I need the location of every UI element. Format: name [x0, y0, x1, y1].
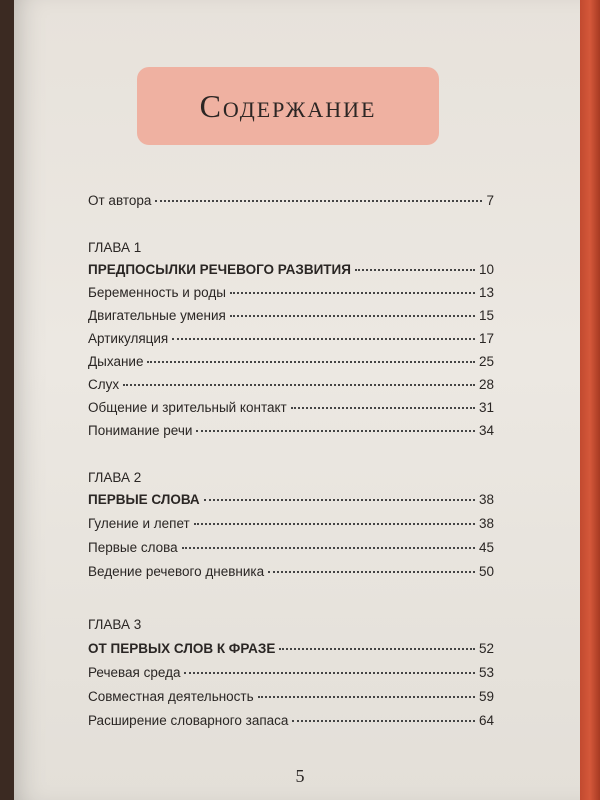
toc-leader-dots [182, 547, 475, 549]
toc-leader-dots [258, 696, 475, 698]
toc-entry-page: 13 [478, 285, 494, 300]
toc-entry-page: 17 [478, 331, 494, 346]
toc-entry-page: 25 [478, 354, 494, 369]
toc-entry-label: Речевая среда [88, 665, 181, 680]
toc-entry-page: 31 [478, 400, 494, 415]
page-number: 5 [295, 766, 305, 786]
page-title: Содержание [199, 87, 377, 124]
chapter-label: ГЛАВА 3 [88, 617, 142, 632]
toc-entry-page: 64 [478, 713, 494, 728]
toc-entry-label: Слух [88, 377, 120, 392]
toc-entry-page: 28 [478, 377, 494, 392]
toc-leader-dots [123, 384, 475, 386]
toc-entry-page: 53 [478, 665, 494, 680]
toc-entry [88, 331, 494, 349]
toc-entry-label: Совместная деятельность [88, 689, 254, 704]
toc-entry [88, 540, 494, 558]
toc-leader-dots [147, 361, 475, 363]
toc-entry [88, 516, 494, 534]
toc-chapter-heading [88, 641, 494, 659]
toc-leader-dots [291, 407, 475, 409]
toc-entry-label: Понимание речи [88, 423, 193, 438]
toc-entry-label: От автора [88, 193, 152, 208]
book-cover-edge [580, 0, 600, 800]
toc-entry-label: Расширение словарного запаса [88, 713, 289, 728]
toc-entry-label: Общение и зрительный контакт [88, 400, 287, 415]
toc-entry [88, 665, 494, 683]
toc-leader-dots [268, 571, 475, 573]
toc-entry [88, 713, 494, 731]
toc-entry-page: 38 [478, 516, 494, 531]
toc-leader-dots [355, 269, 475, 271]
toc-entry [88, 400, 494, 418]
toc-entry-page: 45 [478, 540, 494, 555]
toc-entry-page: 50 [478, 564, 494, 579]
toc-entry-label: ПРЕДПОСЫЛКИ РЕЧЕВОГО РАЗВИТИЯ [88, 262, 351, 277]
toc-entry-label: Первые слова [88, 540, 178, 555]
toc-leader-dots [230, 292, 475, 294]
chapter-label: ГЛАВА 2 [88, 470, 142, 485]
toc-entry [88, 308, 494, 326]
toc-entry-page: 34 [478, 423, 494, 438]
toc-entry-label: Гуление и лепет [88, 516, 190, 531]
toc-entry-label: ПЕРВЫЕ СЛОВА [88, 492, 200, 507]
toc-entry-page: 38 [478, 492, 494, 507]
toc-entry [88, 689, 494, 707]
toc-entry-label: Двигательные умения [88, 308, 226, 323]
toc-leader-dots [230, 315, 475, 317]
toc-entry [88, 354, 494, 372]
toc-entry [88, 377, 494, 395]
chapter-label: ГЛАВА 1 [88, 240, 142, 255]
toc-entry [88, 423, 494, 441]
toc-entry-page: 52 [478, 641, 494, 656]
toc-entry-page: 10 [478, 262, 494, 277]
toc-entry-page: 15 [478, 308, 494, 323]
toc-leader-dots [194, 523, 475, 525]
toc-chapter-heading [88, 262, 494, 280]
toc-leader-dots [204, 499, 475, 501]
toc-leader-dots [196, 430, 475, 432]
toc-leader-dots [279, 648, 475, 650]
toc-entry-label: Артикуляция [88, 331, 169, 346]
title-banner [137, 67, 439, 145]
toc-leader-dots [184, 672, 475, 674]
toc-entry-label: Дыхание [88, 354, 144, 369]
toc-entry-intro [88, 193, 494, 211]
toc-leader-dots [172, 338, 475, 340]
toc-entry [88, 285, 494, 303]
toc-leader-dots [292, 720, 475, 722]
toc-leader-dots [155, 200, 482, 202]
toc-entry-page: 59 [478, 689, 494, 704]
toc-entry-label: Ведение речевого дневника [88, 564, 265, 579]
toc-chapter-heading [88, 492, 494, 510]
toc-entry-label: Беременность и роды [88, 285, 226, 300]
toc-entry [88, 564, 494, 582]
toc-entry-label: ОТ ПЕРВЫХ СЛОВ К ФРАЗЕ [88, 641, 276, 656]
toc-entry-page: 7 [486, 193, 494, 208]
